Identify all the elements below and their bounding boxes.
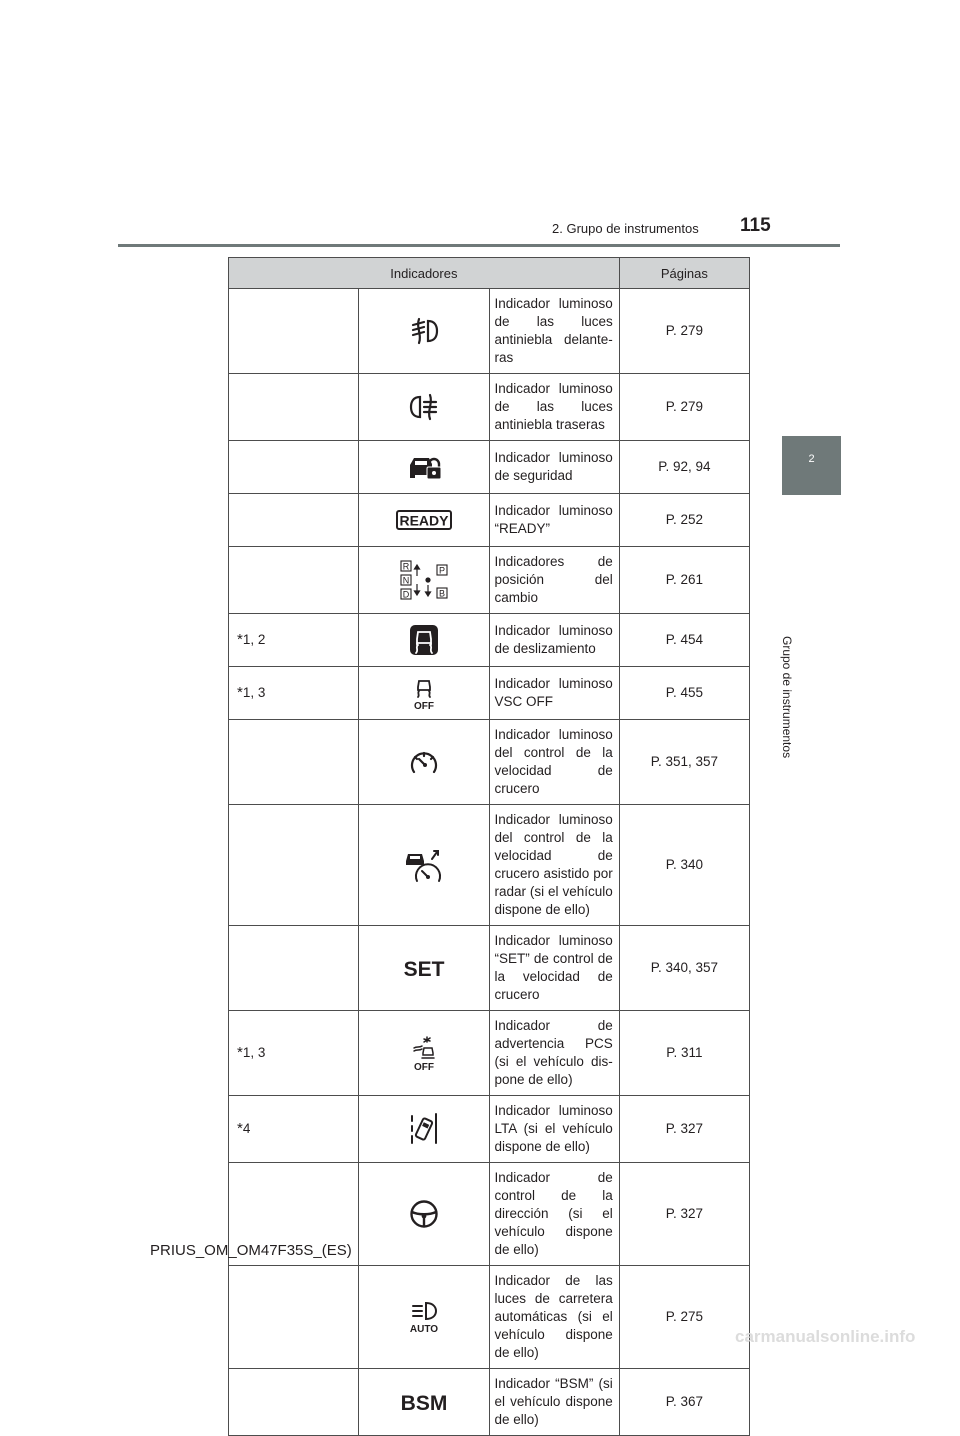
page-reference: P. 340 — [619, 805, 749, 926]
page-reference: P. 92, 94 — [619, 441, 749, 494]
page-reference: P. 340, 357 — [619, 926, 749, 1011]
footnote-mark — [229, 926, 359, 1011]
svg-text:P: P — [438, 565, 445, 576]
ready-icon — [396, 510, 452, 530]
footnote-mark — [229, 720, 359, 805]
table-row — [229, 1096, 750, 1163]
pcs-off-icon — [408, 1035, 440, 1071]
watermark: carmanualsonline.info — [735, 1327, 916, 1346]
lta-icon — [408, 1112, 440, 1146]
svg-text:OFF: OFF — [413, 1062, 434, 1071]
table-row — [229, 374, 750, 441]
footnote-mark: *1, 2 — [229, 614, 359, 667]
document-code: PRIUS_OM_OM47F35S_(ES) — [150, 1242, 352, 1259]
indicator-description: Indicadores de posición del cambio — [489, 547, 619, 614]
indicator-description: Indicador “BSM” (si el vehículo dispone de ello) — [489, 1369, 619, 1436]
table-row — [229, 1266, 750, 1369]
security-car-lock-icon — [407, 453, 441, 481]
page-reference: P. 261 — [619, 547, 749, 614]
table-row — [229, 1011, 750, 1096]
svg-text:OFF: OFF — [413, 701, 434, 710]
section-title: 2. Grupo de instrumentos — [552, 221, 699, 236]
footnote-mark — [229, 494, 359, 547]
page-reference: P. 367 — [619, 1369, 749, 1436]
indicator-description: Indicador luminoso “READY” — [489, 494, 619, 547]
table-row — [229, 1369, 750, 1436]
page-reference: P. 279 — [619, 289, 749, 374]
page-reference: P. 454 — [619, 614, 749, 667]
front-fog-light-icon — [409, 317, 439, 345]
indicator-description: Indicador de advertencia PCS (si el vehículo dis-pone de ello) — [489, 1011, 619, 1096]
rear-fog-light-icon — [409, 393, 439, 421]
bsm-icon — [399, 1390, 449, 1414]
chapter-tab-label: Grupo de instrumentos — [780, 636, 794, 759]
indicator-description: Indicador luminoso del control de la velocidad de crucero — [489, 720, 619, 805]
chapter-tab-number: 2 — [808, 453, 815, 465]
indicator-table — [228, 257, 750, 1436]
page-reference: P. 327 — [619, 1163, 749, 1266]
table-row — [229, 494, 750, 547]
table-row — [229, 667, 750, 720]
table-row — [229, 614, 750, 667]
page-reference: P. 311 — [619, 1011, 749, 1096]
page-reference: P. 327 — [619, 1096, 749, 1163]
page-reference: P. 279 — [619, 374, 749, 441]
table-row — [229, 441, 750, 494]
vsc-off-icon — [409, 676, 439, 710]
radar-cruise-control-icon — [404, 847, 444, 883]
page-reference: P. 351, 357 — [619, 720, 749, 805]
footnote-mark — [229, 289, 359, 374]
svg-text:AUTO: AUTO — [409, 1324, 438, 1334]
indicator-description: Indicador luminoso de seguridad — [489, 441, 619, 494]
svg-text:N: N — [402, 575, 410, 586]
svg-text:D: D — [402, 589, 410, 600]
column-header-indicators: Indicadores — [229, 258, 620, 289]
page-reference: P. 275 — [619, 1266, 749, 1369]
svg-text:R: R — [402, 561, 410, 572]
page-reference: P. 252 — [619, 494, 749, 547]
auto-high-beam-icon — [406, 1300, 442, 1334]
slip-indicator-icon — [409, 624, 439, 656]
indicator-description: Indicador luminoso VSC OFF — [489, 667, 619, 720]
column-header-pages: Páginas — [619, 258, 749, 289]
table-row — [229, 926, 750, 1011]
table-row — [229, 805, 750, 926]
cruise-control-icon — [408, 747, 440, 777]
svg-text:BSM: BSM — [400, 1392, 448, 1414]
svg-text:SET: SET — [403, 958, 445, 980]
indicator-description: Indicador luminoso de deslizamiento — [489, 614, 619, 667]
footnote-mark — [229, 1369, 359, 1436]
footnote-mark — [229, 1266, 359, 1369]
table-row — [229, 289, 750, 374]
footnote-mark — [229, 374, 359, 441]
page-number: 115 — [740, 215, 771, 236]
indicator-description: Indicador luminoso del control de la velocidad de crucero asistido por radar (si el vehículo dispone de ello) — [489, 805, 619, 926]
indicator-description: Indicador de las luces de carretera automáticas (si el vehículo dispone de ello) — [489, 1266, 619, 1369]
footnote-mark: *4 — [229, 1096, 359, 1163]
footnote-mark — [229, 805, 359, 926]
set-icon — [402, 956, 446, 980]
indicator-description: Indicador luminoso de las luces antiniebla delante-ras — [489, 289, 619, 374]
footnote-mark: *1, 3 — [229, 1011, 359, 1096]
shift-position-icon — [397, 558, 451, 602]
steering-wheel-icon — [409, 1199, 439, 1229]
table-header-row — [229, 258, 750, 289]
svg-text:B: B — [438, 588, 445, 599]
footnote-mark — [229, 547, 359, 614]
indicator-description: Indicador luminoso LTA (si el vehículo dispone de ello) — [489, 1096, 619, 1163]
indicator-description: Indicador luminoso de las luces antiniebla traseras — [489, 374, 619, 441]
table-row — [229, 720, 750, 805]
page-reference: P. 455 — [619, 667, 749, 720]
chapter-tab — [782, 436, 841, 495]
footnote-mark — [229, 441, 359, 494]
table-row — [229, 547, 750, 614]
footnote-mark: *1, 3 — [229, 667, 359, 720]
indicator-description: Indicador de control de la dirección (si el vehículo dispone de ello) — [489, 1163, 619, 1266]
header-rule — [118, 244, 840, 247]
svg-text:READY: READY — [399, 512, 449, 529]
indicator-description: Indicador luminoso “SET” de control de la velocidad de crucero — [489, 926, 619, 1011]
